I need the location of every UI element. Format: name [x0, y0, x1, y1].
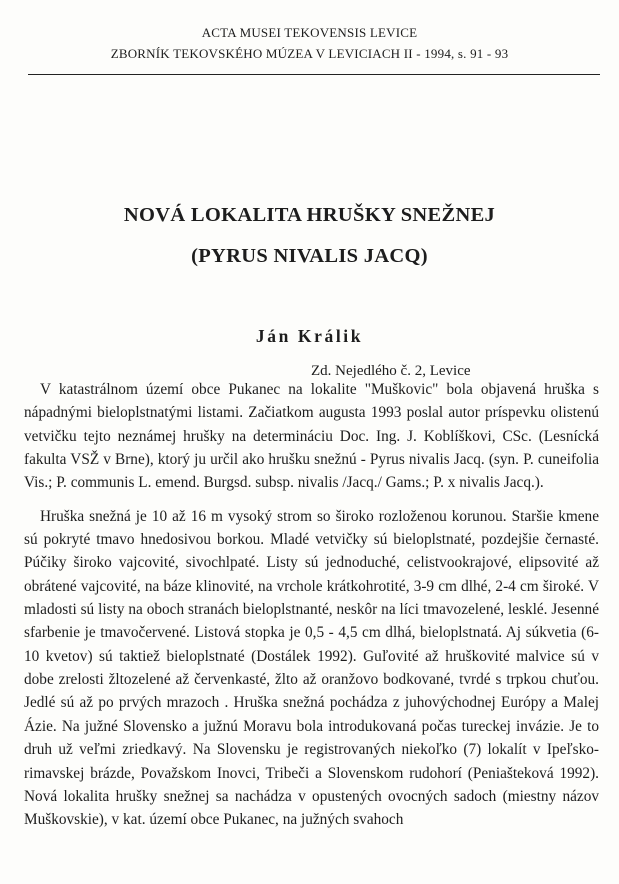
article-subtitle: (PYRUS NIVALIS JACQ)	[191, 245, 428, 267]
paragraph: V katastrálnom území obce Pukanec na lokalite "Muškovic" bola objavená hruška s nápadnými bieloplstnatými listami. Začiatkom augusta 1993 poslal autor príspevku olistenú vetvičku tejto neznámej hrušky na determináciu Doc. Ing. J. Koblíškovi, CSc. (Lesnícká fakulta VSŽ v Brne), ktorý ju určil ako hrušku snežnú - Pyrus nivalis Jacq. (syn. P. cuneifolia Vis.; P. communis L. emend. Burgsd. subsp. nivalis /Jacq./ Gams.; P. x nivalis Jacq.).	[24, 381, 599, 492]
running-header	[0, 22, 619, 64]
author-name: Ján Králik	[255, 326, 364, 346]
journal-name: ACTA MUSEI TEKOVENSIS LEVICE	[201, 25, 418, 40]
article-body	[24, 378, 599, 832]
author-address: Zd. Nejedlého č. 2, Levice	[311, 363, 471, 379]
article-title: NOVÁ LOKALITA HRUŠKY SNEŽNEJ	[123, 204, 496, 226]
header-divider	[28, 74, 600, 75]
journal-series: ZBORNÍK TEKOVSKÉHO MÚZEA V LEVICIACH II - 1994, s. 91 - 93	[110, 46, 509, 61]
paragraph: Hruška snežná je 10 až 16 m vysoký strom so široko rozloženou korunou. Staršie kmene sú pokryté tmavo hnedosivou borkou. Mladé vetvičky sú bieloplstnaté, pozdejšie černasté. Púčiky široko vajcovité, sivochlpaté. Listy sú jednoduché, celistvookrajové, elipsovité až obrátené vajcovité, na báze klinovité, na vrchole krátkohrotité, 3-9 cm dlhé, 2-4 cm široké. V mladosti sú listy na oboch stranách bieloplstnanté, neskôr na líci tmavozelené, lesklé. Jesenné sfarbenie je tmavočervené. Listová stopka je 0,5 - 4,5 cm dlhá, bieloplstnatá. Aj súkvetia (6-10 kvetov) sú taktiež bieloplstnaté (Dostálek 1992). Guľovité až hruškovité malvice sú v dobe zrelosti žltozelené až červenkasté, žlto až oranžovo bodkované, tvrdé s trpkou chuťou. Jedlé sú až po prvých mrazoch . Hruška snežná pochádza z juhovýchodnej Európy a Malej Ázie. Na južné Slovensko a južnú Moravu bola introdukovaná počas tureckej invázie. Je to druh už veľmi zriedkavý. Na Slovensku je registrovaných niekoľko (7) lokalít v Ipeľsko-rimavskej brázde, Považskom Inovci, Tribeči a Slovenskom rudohorí (Peniašteková 1992). Nová lokalita hrušky snežnej sa nachádza v opustených ovocných sadoch (miestny názov Muškovskie), v kat. území obce Pukanec, na južných svahoch	[24, 507, 599, 829]
